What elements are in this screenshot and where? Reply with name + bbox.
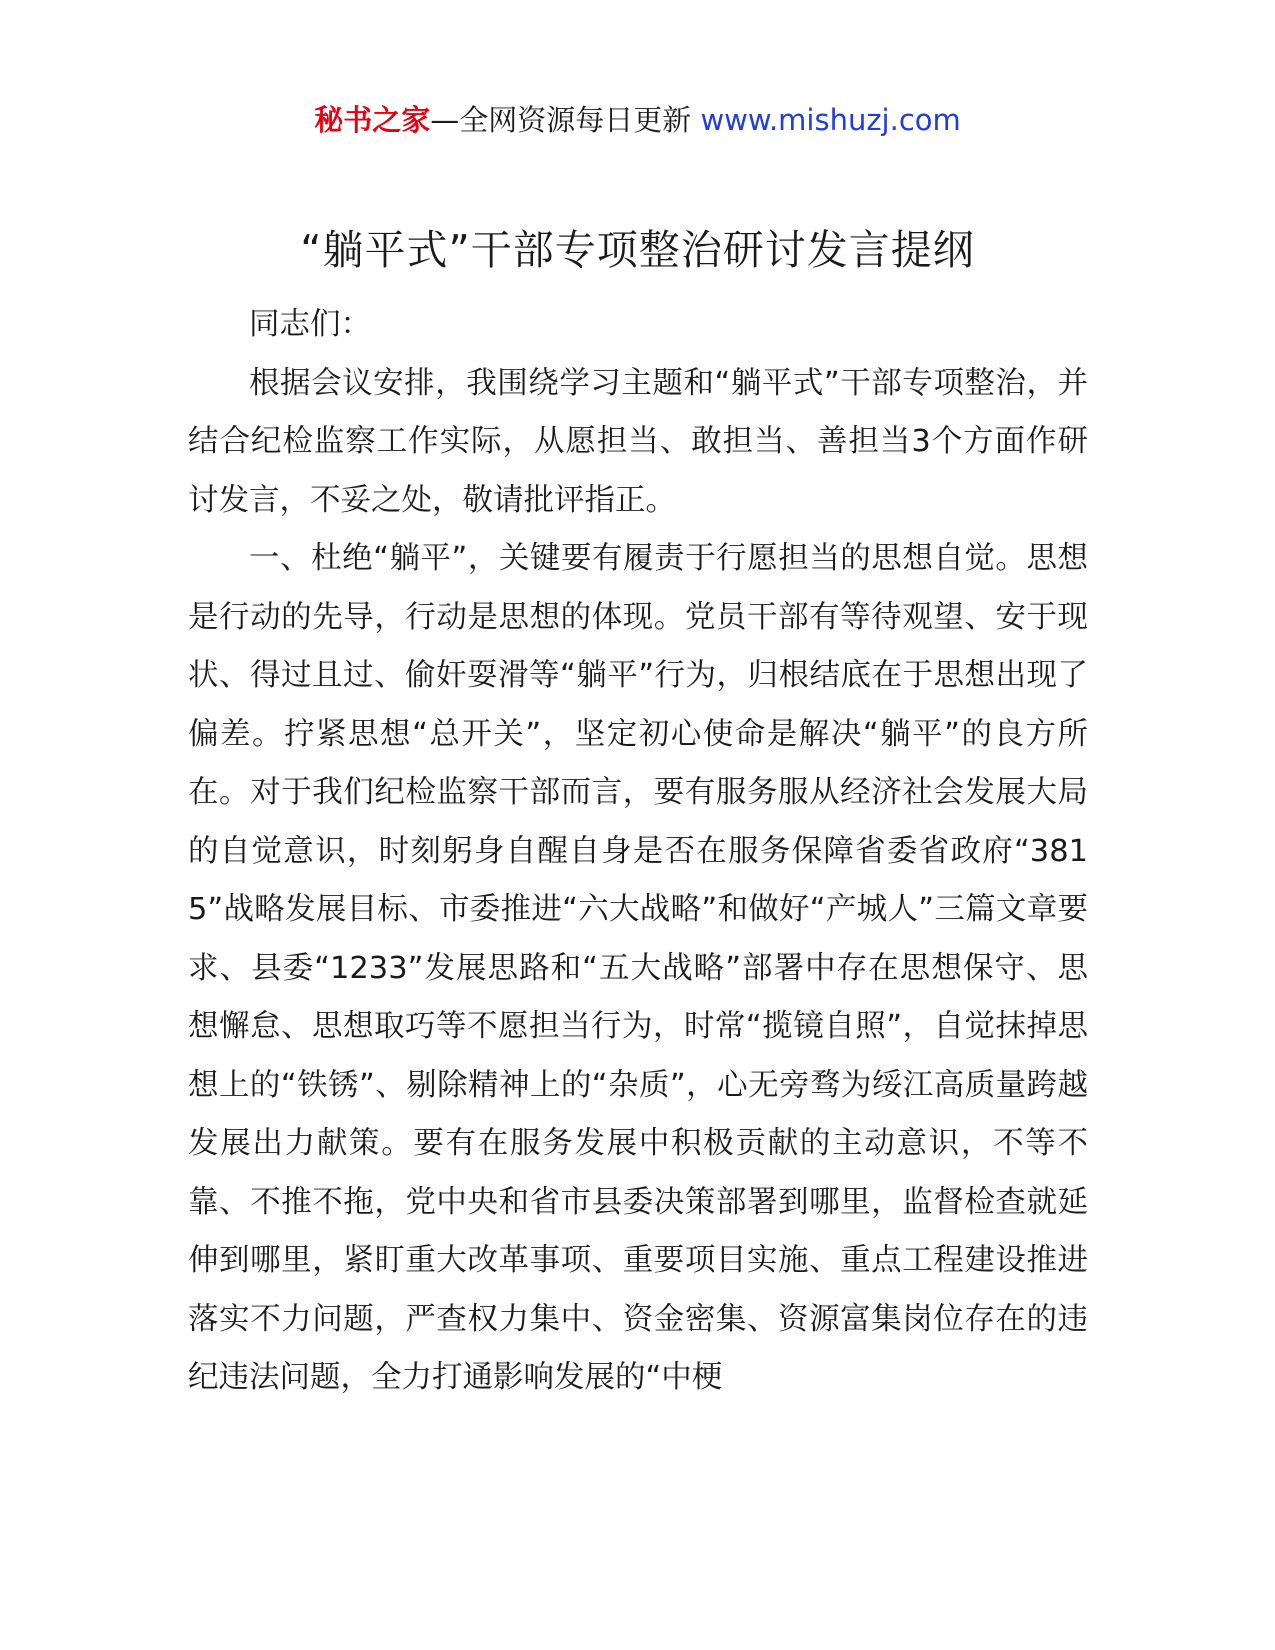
document-body <box>188 296 1088 1408</box>
header-tagline: —全网资源每日更新 <box>430 103 701 137</box>
brand-name: 秘书之家 <box>314 103 431 137</box>
greeting: 同志们： <box>249 307 371 342</box>
paragraph-section-one: 一、杜绝“躺平”，关键要有履责于行愿担当的思想自觉。思想是行动的先导，行动是思想的体现。党员干部有等待观望、安于现状、得过且过、偷奸耍滑等“躺平”行为，归根结底在于思想出现了偏差。拧紧思想“总开关”，坚定初心使命是解决“躺平”的良方所在。对于我们纪检监察干部而言，要有服务服从经济社会发展大局的自觉意识，时刻躬身自醒自身是否在服务保障省委省政府“3815”战略发展目标、市委推进“六大战略”和做好“产城人”三篇文章要求、县委“1233”发展思路和“五大战略”部署中存在思想保守、思想懈怠、思想取巧等不愿担当行为，时常“揽镜自照”，自觉抹掉思想上的“铁锈”、剔除精神上的“杂质”，心无旁骛为绥江高质量跨越发展出力献策。要有在服务发展中积极贡献的主动意识，不等不靠、不推不拖，党中央和省市县委决策部署到哪里，监督检查就延伸到哪里，紧盯重大改革事项、重要项目实施、重点工程建设推进落实不力问题，严查权力集中、资金密集、资源富集岗位存在的违纪违法问题，全力打通影响发展的“中梗 <box>188 541 1088 1395</box>
paragraph-intro: 根据会议安排，我围绕学习主题和“躺平式”干部专项整治，并结合纪检监察工作实际，从愿担当、敢担当、善担当3个方面作研讨发言，不妥之处，敬请批评指正。 <box>188 365 1088 518</box>
website-link[interactable]: www.mishuzj.com <box>700 103 961 137</box>
document-title: “躺平式”干部专项整治研讨发言提纲 <box>300 226 975 274</box>
site-header <box>0 100 1275 140</box>
